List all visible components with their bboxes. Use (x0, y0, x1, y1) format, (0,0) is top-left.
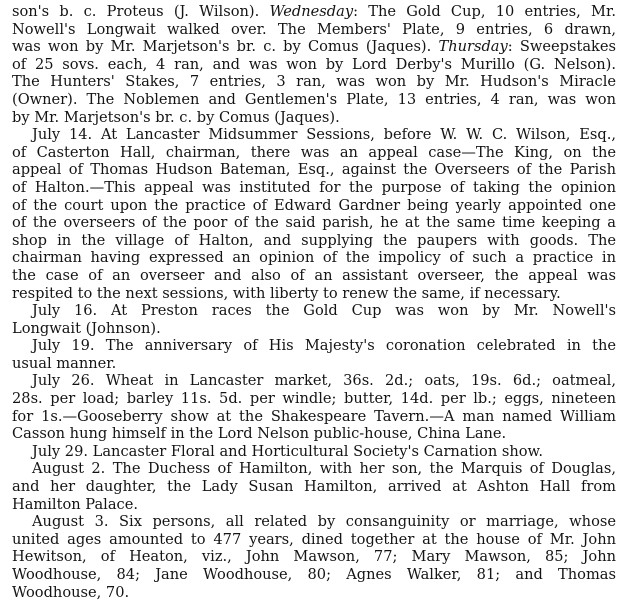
text-line (12, 302, 616, 320)
text-segment: The Hunters' Stakes, 7 entries, 3 ran, was won by Mr. Hudson's Miracle (12, 73, 616, 91)
text-line (12, 478, 616, 496)
text-segment: August 3. Six persons, all related by consanguinity or marriage, whose (32, 513, 616, 531)
text-segment: for 1s.—Gooseberry show at the Shakespeare Tavern.—A man named William (12, 407, 616, 425)
text-segment: of 25 sovs. each, 4 ran, and was won by Lord Derby's Murillo (G. Nelson). (12, 55, 616, 73)
text-segment: Woodhouse, 84; Jane Woodhouse, 80; Agnes Walker, 81; and Thomas (12, 566, 616, 583)
text-segment: : The Gold Cup, 10 entries, Mr. (353, 3, 616, 20)
text-line (12, 355, 616, 373)
text-line (12, 267, 616, 285)
text-line (12, 390, 616, 408)
text-line (12, 232, 616, 250)
text-segment: Hewitson, of Heaton, viz., John Mawson, 77; Mary Mawson, 85; John (12, 548, 616, 566)
text-segment: of the court upon the practice of Edward Gardner being yearly appointed one (12, 196, 616, 214)
text-segment: (Owner). The Noblemen and Gentlemen's Plate, 13 entries, 4 ran, was won (12, 90, 616, 108)
text-line (12, 144, 616, 162)
text-line (12, 161, 616, 179)
text-segment: appeal of Thomas Hudson Bateman, Esq., against the Overseers of the Parish (12, 161, 616, 179)
text-line (12, 320, 616, 338)
text-line (12, 73, 616, 91)
text-segment: united ages amounted to 477 years, dined together at the house of Mr. John (12, 530, 616, 548)
text-line (12, 372, 616, 390)
text-line (12, 179, 616, 197)
text-segment: chairman having expressed an opinion of the impolicy of such a practice in (12, 249, 616, 267)
text-line (12, 21, 616, 39)
text-line (12, 214, 616, 232)
text-line (12, 285, 616, 303)
text-line (12, 531, 616, 549)
text-line (12, 584, 616, 601)
text-segment: shop in the village of Halton, and supplying the paupers with goods. The (12, 231, 616, 249)
text-line (12, 3, 616, 21)
text-segment: July 26. Wheat in Lancaster market, 36s. 2d.; oats, 19s. 6d.; oatmeal, (32, 372, 616, 390)
text-segment: July 14. At Lancaster Midsummer Sessions, before W. W. C. Wilson, Esq., (32, 126, 616, 144)
text-segment: the case of an overseer and also of an assistant overseer, the appeal was (12, 266, 616, 284)
text-line (12, 126, 616, 144)
italic-day-name: Wednesday (269, 3, 354, 20)
text-segment: Nowell's Longwait walked over. The Members' Plate, 9 entries, 6 drawn, (12, 20, 616, 38)
text-segment: of the overseers of the poor of the said parish, he at the same time keeping a (12, 214, 616, 232)
text-line (12, 496, 616, 514)
text-line (12, 425, 616, 443)
text-segment: July 16. At Preston races the Gold Cup was won by Mr. Nowell's (32, 302, 616, 320)
text-line (12, 566, 616, 584)
text-segment: was won by Mr. Marjetson's br. c. by Comus (Jaques). (12, 38, 439, 56)
text-segment: of Casterton Hall, chairman, there was an appeal case—The King, on the (12, 143, 616, 161)
text-segment: Hamilton Palace. (12, 495, 138, 513)
text-segment: 28s. per load; barley 11s. 5d. per windle; butter, 14d. per lb.; eggs, nineteen (12, 390, 616, 408)
text-line (12, 91, 616, 109)
text-line (12, 249, 616, 267)
text-line (12, 38, 616, 56)
text-segment: respited to the next sessions, with liberty to renew the same, if necessary. (12, 284, 561, 302)
text-segment: Casson hung himself in the Lord Nelson public-house, China Lane. (12, 425, 507, 443)
text-line (12, 197, 616, 215)
text-segment: usual manner. (12, 354, 117, 372)
text-line (12, 513, 616, 531)
text-line (12, 443, 616, 461)
text-segment: Woodhouse, 70. (12, 583, 130, 601)
text-segment: August 2. The Duchess of Hamilton, with her son, the Marquis of Douglas, (32, 460, 616, 478)
text-segment: Longwait (Johnson). (12, 319, 161, 337)
text-line (12, 56, 616, 74)
italic-day-name: Thursday (438, 38, 508, 56)
text-line (12, 109, 616, 127)
text-segment: July 19. The anniversary of His Majesty's coronation celebrated in the (32, 337, 616, 355)
text-segment: son's b. c. Proteus (J. Wilson). (12, 3, 270, 20)
text-segment: by Mr. Marjetson's br. c. by Comus (Jaques). (12, 108, 340, 126)
text-line (12, 337, 616, 355)
text-line (12, 460, 616, 478)
text-segment: and her daughter, the Lady Susan Hamilton, arrived at Ashton Hall from (12, 478, 616, 496)
text-line (12, 408, 616, 426)
text-segment: : Sweepstakes (507, 38, 616, 56)
text-line (12, 548, 616, 566)
text-segment: of Halton.—This appeal was instituted for the purpose of taking the opinion (12, 178, 616, 196)
text-segment: July 29. Lancaster Floral and Horticultural Society's Carnation show. (32, 442, 543, 460)
